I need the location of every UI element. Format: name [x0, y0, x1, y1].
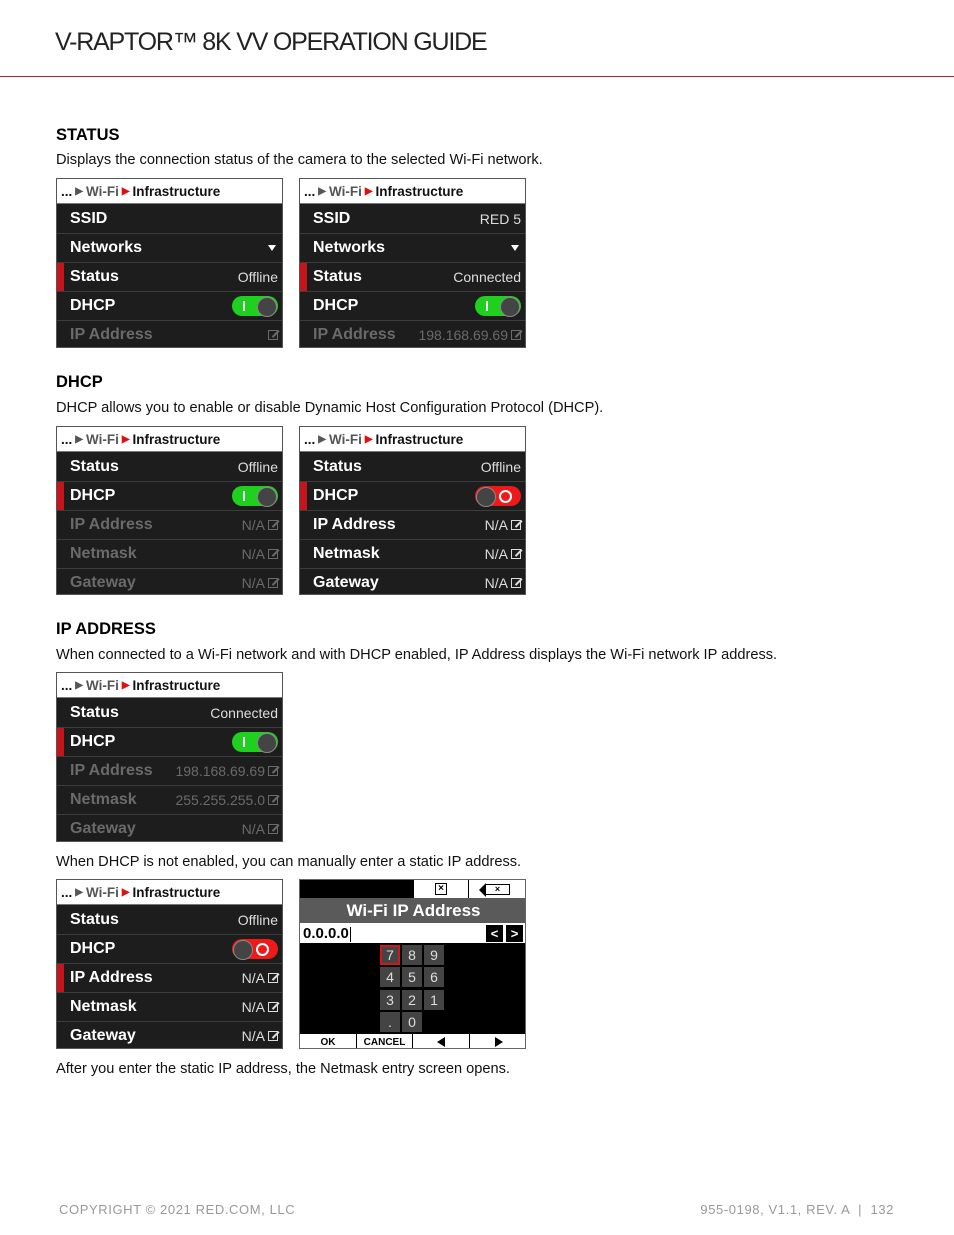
menu-row-ip-address — [57, 963, 282, 992]
chevron-right-icon: ▶ — [75, 886, 83, 898]
menu-row-dhcp — [57, 934, 282, 963]
menu-row-netmask — [57, 785, 282, 814]
menu-row-netmask — [300, 539, 525, 568]
breadcrumb — [300, 427, 525, 452]
row-label: SSID — [313, 209, 351, 227]
menu-panel-status-connected — [299, 178, 526, 348]
ip-value: N/A — [241, 970, 265, 986]
keypad-title: Wi-Fi IP Address — [300, 898, 526, 923]
menu-row-ssid — [300, 204, 525, 233]
gateway-value: N/A — [241, 575, 265, 591]
row-label: IP Address — [313, 326, 396, 343]
row-label: IP Address — [313, 516, 396, 533]
edit-icon — [268, 795, 278, 805]
key-4: 4 — [380, 967, 400, 987]
dhcp-toggle-off — [475, 486, 521, 506]
key-9: 9 — [424, 945, 444, 965]
key-5: 5 — [402, 967, 422, 987]
ip-input-value: 0.0.0.0 — [303, 925, 349, 942]
edit-icon — [268, 330, 278, 340]
row-label: Gateway — [70, 574, 136, 591]
ip-address-heading: IP ADDRESS — [56, 620, 156, 638]
menu-row-ip-address — [57, 756, 282, 785]
edit-icon — [268, 824, 278, 834]
row-label: DHCP — [70, 940, 116, 957]
row-label: Netmask — [313, 545, 380, 562]
chevron-down-icon — [511, 245, 519, 251]
row-label: IP Address — [70, 326, 153, 343]
menu-row-netmask — [57, 992, 282, 1021]
breadcrumb-infrastructure: Infrastructure — [132, 677, 221, 693]
wifi-ip-keypad-panel — [299, 879, 526, 1049]
dhcp-toggle-off — [232, 939, 278, 959]
ip-value: 198.168.69.69 — [175, 763, 265, 779]
menu-row-dhcp — [300, 291, 525, 320]
row-label: IP Address — [70, 516, 153, 533]
footer-copyright: COPYRIGHT © 2021 RED.COM, LLC — [59, 1202, 296, 1217]
breadcrumb-infrastructure: Infrastructure — [132, 183, 221, 199]
text-caret — [350, 927, 351, 942]
status-description: Displays the connection status of the camera to the selected Wi-Fi network. — [56, 152, 543, 168]
breadcrumb-ellipsis: ... — [304, 431, 316, 447]
dhcp-toggle-on — [232, 296, 278, 316]
row-label: SSID — [70, 209, 108, 227]
key-3: 3 — [380, 990, 400, 1010]
key-6: 6 — [424, 967, 444, 987]
row-label: Status — [70, 457, 119, 475]
ok-button: OK — [300, 1034, 357, 1049]
menu-row-gateway — [57, 1021, 282, 1049]
chevron-right-icon: ▶ — [364, 433, 373, 445]
menu-row-status — [57, 262, 282, 291]
breadcrumb-wifi: Wi-Fi — [85, 183, 119, 199]
status-value: Connected — [453, 269, 521, 285]
menu-row-gateway — [57, 568, 282, 595]
row-label: Netmask — [70, 791, 137, 808]
dhcp-toggle-on — [232, 732, 278, 752]
menu-row-status — [57, 698, 282, 727]
chevron-right-icon: ▶ — [75, 433, 83, 445]
edit-icon — [511, 330, 521, 340]
dhcp-toggle-on — [475, 296, 521, 316]
row-label: DHCP — [313, 487, 359, 504]
chevron-down-icon — [268, 245, 276, 251]
menu-row-dhcp — [57, 481, 282, 510]
breadcrumb-ellipsis: ... — [61, 431, 73, 447]
breadcrumb — [57, 179, 282, 204]
menu-row-ip-address — [300, 320, 525, 348]
row-label: DHCP — [70, 487, 116, 504]
close-button — [413, 880, 468, 898]
ip-address-description: When connected to a Wi-Fi network and with DHCP enabled, IP Address displays the Wi-Fi network IP address. — [56, 647, 778, 663]
breadcrumb-infrastructure: Infrastructure — [375, 183, 464, 199]
edit-icon — [268, 1031, 278, 1041]
key-1: 1 — [424, 990, 444, 1010]
netmask-value: N/A — [484, 546, 508, 562]
row-label: Status — [313, 457, 362, 475]
row-label: Netmask — [70, 998, 137, 1015]
chevron-right-icon: ▶ — [121, 886, 130, 898]
row-label: Status — [70, 268, 119, 285]
breadcrumb-infrastructure: Infrastructure — [132, 884, 221, 900]
status-value: Connected — [210, 704, 278, 721]
menu-row-ip-address — [300, 510, 525, 539]
edit-icon — [268, 578, 278, 588]
static-ip-description: When DHCP is not enabled, you can manually enter a static IP address. — [56, 854, 522, 870]
row-label: DHCP — [70, 297, 116, 314]
dhcp-heading: DHCP — [56, 373, 103, 391]
edit-icon — [268, 549, 278, 559]
menu-panel-dhcp-off — [299, 426, 526, 595]
row-label: Networks — [70, 239, 143, 256]
row-label: IP Address — [70, 969, 153, 986]
menu-row-ip-address — [57, 510, 282, 539]
edit-icon — [268, 766, 278, 776]
edit-icon — [268, 1002, 278, 1012]
menu-row-ssid — [57, 204, 282, 233]
gateway-value: N/A — [484, 575, 508, 591]
breadcrumb — [300, 179, 525, 204]
chevron-right-icon: ▶ — [75, 679, 83, 691]
status-heading: STATUS — [56, 126, 120, 144]
status-value: Offline — [237, 458, 278, 475]
row-label: Status — [70, 910, 119, 928]
row-label: Networks — [313, 239, 386, 256]
edit-icon — [511, 549, 521, 559]
chevron-right-icon: ▶ — [121, 679, 130, 691]
breadcrumb — [57, 880, 282, 905]
row-label: DHCP — [313, 297, 359, 314]
breadcrumb-wifi: Wi-Fi — [328, 431, 362, 447]
cursor-right-button: > — [506, 925, 523, 942]
breadcrumb-wifi: Wi-Fi — [85, 884, 119, 900]
footer-doc-ref: 955-0198, V1.1, REV. A | 132 — [700, 1202, 894, 1217]
menu-row-networks — [300, 233, 525, 262]
netmask-value: N/A — [241, 999, 265, 1015]
key-2: 2 — [402, 990, 422, 1010]
key-0: 0 — [402, 1012, 422, 1032]
menu-panel-ip-connected — [56, 672, 283, 842]
close-icon: × — [435, 883, 447, 895]
row-label: Gateway — [70, 820, 136, 837]
chevron-right-icon: ▶ — [318, 433, 326, 445]
edit-icon — [268, 973, 278, 983]
breadcrumb-ellipsis: ... — [304, 183, 316, 199]
row-label: Netmask — [70, 545, 137, 562]
breadcrumb — [57, 427, 282, 452]
chevron-right-icon: ▶ — [121, 185, 130, 197]
menu-row-status — [57, 905, 282, 934]
netmask-value: N/A — [241, 546, 265, 562]
backspace-icon: × — [486, 884, 510, 895]
menu-row-dhcp — [57, 727, 282, 756]
menu-row-status — [300, 452, 525, 481]
menu-row-gateway — [57, 814, 282, 842]
ip-value: N/A — [241, 517, 265, 533]
menu-panel-ip-static — [56, 879, 283, 1049]
row-label: DHCP — [70, 733, 116, 750]
menu-row-networks — [57, 233, 282, 262]
menu-row-ip-address — [57, 320, 282, 348]
cancel-button: CANCEL — [357, 1034, 413, 1049]
breadcrumb-wifi: Wi-Fi — [85, 431, 119, 447]
edit-icon — [511, 520, 521, 530]
key-7: 7 — [380, 945, 400, 965]
keypad-bottom-bar — [300, 1033, 526, 1049]
move-left-button — [413, 1034, 470, 1049]
row-label: Status — [70, 703, 119, 721]
breadcrumb-ellipsis: ... — [61, 884, 73, 900]
move-right-button — [470, 1034, 526, 1049]
breadcrumb-wifi: Wi-Fi — [328, 183, 362, 199]
chevron-right-icon: ▶ — [364, 185, 373, 197]
cursor-left-button: < — [486, 925, 503, 942]
row-label: IP Address — [70, 762, 153, 779]
menu-row-status — [57, 452, 282, 481]
dhcp-description: DHCP allows you to enable or disable Dynamic Host Configuration Protocol (DHCP). — [56, 400, 604, 416]
menu-panel-status-offline — [56, 178, 283, 348]
breadcrumb-ellipsis: ... — [61, 677, 73, 693]
breadcrumb-wifi: Wi-Fi — [85, 677, 119, 693]
netmask-value: 255.255.255.0 — [175, 792, 265, 808]
arrow-right-icon — [495, 1037, 503, 1047]
key-dot: . — [380, 1012, 400, 1032]
ip-value: N/A — [484, 517, 508, 533]
status-value: Offline — [480, 458, 521, 475]
ip-value: 198.168.69.69 — [418, 327, 508, 343]
header-divider — [0, 76, 954, 77]
status-value: Offline — [237, 269, 278, 285]
chevron-right-icon: ▶ — [318, 185, 326, 197]
menu-row-netmask — [57, 539, 282, 568]
chevron-right-icon: ▶ — [121, 433, 130, 445]
row-label: Gateway — [70, 1027, 136, 1044]
menu-row-gateway — [300, 568, 525, 595]
keypad-top-bar — [300, 880, 526, 898]
breadcrumb — [57, 673, 282, 698]
status-value: Offline — [237, 911, 278, 928]
edit-icon — [511, 578, 521, 588]
backspace-button — [468, 880, 526, 898]
row-label: Status — [313, 268, 362, 285]
menu-row-status — [300, 262, 525, 291]
breadcrumb-infrastructure: Infrastructure — [375, 431, 464, 447]
page-header-title: V-RAPTOR™ 8K VV OPERATION GUIDE — [55, 28, 487, 56]
chevron-right-icon: ▶ — [75, 185, 83, 197]
gateway-value: N/A — [241, 821, 265, 837]
menu-row-dhcp — [57, 291, 282, 320]
breadcrumb-ellipsis: ... — [61, 183, 73, 199]
menu-panel-dhcp-on — [56, 426, 283, 595]
ssid-value: RED 5 — [479, 210, 521, 227]
netmask-followup-text: After you enter the static IP address, the Netmask entry screen opens. — [56, 1061, 510, 1077]
arrow-left-icon — [437, 1037, 445, 1047]
dhcp-toggle-on — [232, 486, 278, 506]
keypad-top-spacer — [300, 880, 413, 898]
row-label: Gateway — [313, 574, 379, 591]
breadcrumb-infrastructure: Infrastructure — [132, 431, 221, 447]
edit-icon — [268, 520, 278, 530]
gateway-value: N/A — [241, 1028, 265, 1044]
key-8: 8 — [402, 945, 422, 965]
menu-row-dhcp — [300, 481, 525, 510]
